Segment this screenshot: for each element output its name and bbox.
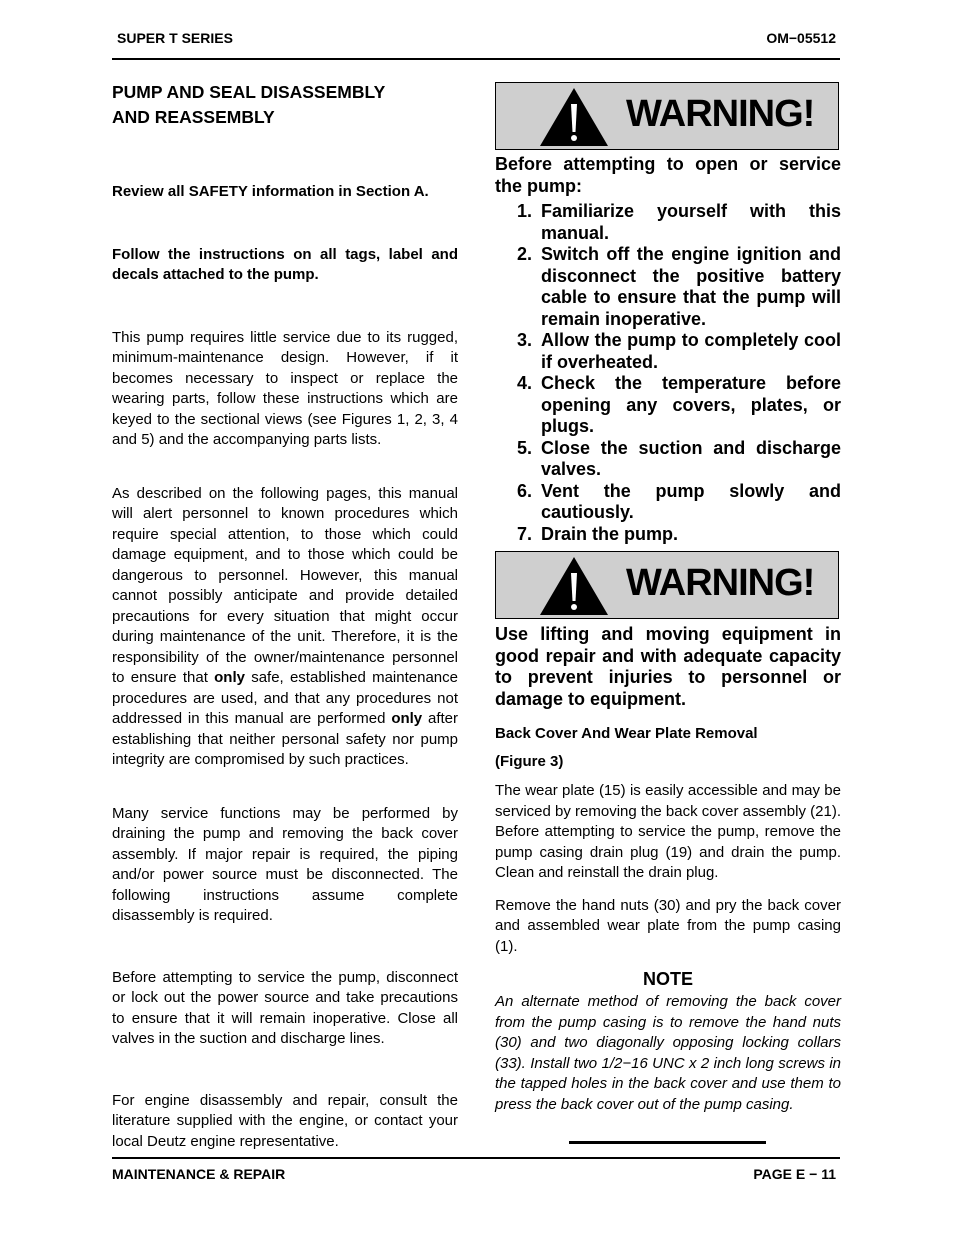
section-title-line2: AND REASSEMBLY	[112, 107, 275, 127]
review-safety-note: Review all SAFETY information in Section A.	[112, 183, 429, 200]
left-column	[112, 80, 458, 1152]
step-number: 4.	[517, 373, 533, 393]
warning-label-2: WARNING!	[626, 562, 815, 604]
note-title: NOTE	[642, 969, 693, 989]
alerts-emphasis-2: only	[391, 710, 423, 727]
intro-paragraph: This pump requires little service due to its rugged, minimum-maintenance design. However, if it becomes necessary to inspect or replace the wearing parts, follow these instructions which are keyed to the sectional views (see Figures 1, 2, 3, 4 and 5) and the accompanying parts lists.	[112, 328, 458, 448]
warning-step	[495, 330, 841, 373]
warning-step	[495, 244, 841, 330]
subsection-title: Back Cover And Wear Plate Removal	[495, 725, 758, 742]
warning-triangle-icon	[538, 555, 610, 617]
warning-banner-1	[495, 82, 839, 150]
warning-step	[495, 438, 841, 481]
step-text: Allow the pump to completely cool if overheated.	[541, 330, 841, 372]
step-text: Switch off the engine ignition and disconnect the positive battery cable to ensure that the pump will remain inoperative.	[541, 244, 841, 329]
lifting-warning-text: Use lifting and moving equipment in good repair and with adequate capacity to prevent injuries to personnel or damage to equipment.	[495, 624, 841, 709]
warning-label-1: WARNING!	[626, 93, 815, 135]
step-number: 2.	[517, 244, 533, 264]
step-number: 3.	[517, 330, 533, 350]
warning-triangle-icon	[538, 86, 610, 148]
header-rule	[112, 58, 840, 60]
power-source-paragraph: Before attempting to service the pump, disconnect or lock out the power source and take precautions to ensure that it will remain inoperative. Close all valves in the suction and discharge lines.	[112, 968, 458, 1047]
warning-steps-list	[495, 201, 841, 545]
alerts-text-1: As described on the following pages, this manual will alert personnel to known procedures which require special attention, to those which could damage equipment, and to those which could be dangerous to personnel. However, this manual cannot possibly anticipate and provide detailed precautions for every situation that might occur during maintenance of the unit. Therefore, it is the responsibility of the owner/maintenance personnel to ensure that	[112, 484, 458, 686]
warning-banner-2	[495, 551, 839, 619]
right-column	[495, 82, 841, 1115]
warning-step	[495, 524, 841, 546]
note-text: An alternate method of removing the back cover from the pump casing is to remove the hand nuts (30) and two diagonally opposing locking collars (33). Install two 1/2−16 UNC x 2 inch long screws in the tapped holes in the back cover and use them to press the back cover out of the pump casing.	[495, 993, 841, 1113]
wear-plate-paragraph: The wear plate (15) is easily accessible and may be serviced by removing the back cover assembly (21). Before attempting to service the pump, remove the pump casing drain plug (19) and drain the pump. Clean and reinstall the drain plug.	[495, 782, 841, 881]
alerts-text-2: safe, established maintenance procedures are used, and that any procedures not addressed in this manual are performed	[112, 669, 458, 727]
section-end-bar	[569, 1141, 766, 1144]
follow-instructions-note: Follow the instructions on all tags, label and decals attached to the pump.	[112, 245, 458, 283]
step-number: 6.	[517, 480, 533, 501]
footer-rule	[112, 1157, 840, 1159]
alerts-emphasis-1: only	[214, 669, 245, 686]
step-number: 1.	[517, 201, 533, 221]
step-number: 5.	[517, 437, 533, 458]
warning-lead-text: Before attempting to open or service the pump:	[495, 154, 841, 196]
step-text: Close the suction and discharge valves.	[541, 437, 841, 479]
step-text: Drain the pump.	[541, 523, 679, 544]
footer-section-name: MAINTENANCE & REPAIR	[112, 1166, 286, 1182]
header-series: SUPER T SERIES	[117, 30, 233, 46]
warning-step	[495, 373, 841, 438]
step-text: Familiarize yourself with this manual.	[541, 201, 841, 243]
step-text: Vent the pump slowly and cautiously.	[541, 480, 841, 522]
engine-paragraph: For engine disassembly and repair, consult the literature supplied with the engine, or contact your local Deutz engine representative.	[112, 1091, 458, 1150]
service-functions-paragraph: Many service functions may be performed by draining the pump and removing the back cover assembly. If major repair is required, the piping and/or power source must be disconnected. The following instructions assume complete disassembly is required.	[112, 804, 458, 924]
hand-nuts-paragraph: Remove the hand nuts (30) and pry the back cover and assembled wear plate from the pump casing (1).	[495, 896, 841, 955]
warning-step	[495, 481, 841, 524]
step-number: 7.	[517, 523, 533, 544]
warning-step	[495, 201, 841, 244]
subsection-figure-ref: (Figure 3)	[495, 753, 564, 770]
header-doc-number: OM−05512	[766, 30, 836, 46]
alerts-paragraph	[112, 484, 458, 771]
alerts-text-3: after establishing that neither personal safety nor pump integrity are compromised by such practices.	[112, 710, 459, 768]
step-text: Check the temperature before opening any covers, plates, or plugs.	[541, 373, 841, 436]
section-title-line1: PUMP AND SEAL DISASSEMBLY	[112, 82, 386, 102]
footer-page-number: PAGE E − 11	[753, 1166, 836, 1182]
